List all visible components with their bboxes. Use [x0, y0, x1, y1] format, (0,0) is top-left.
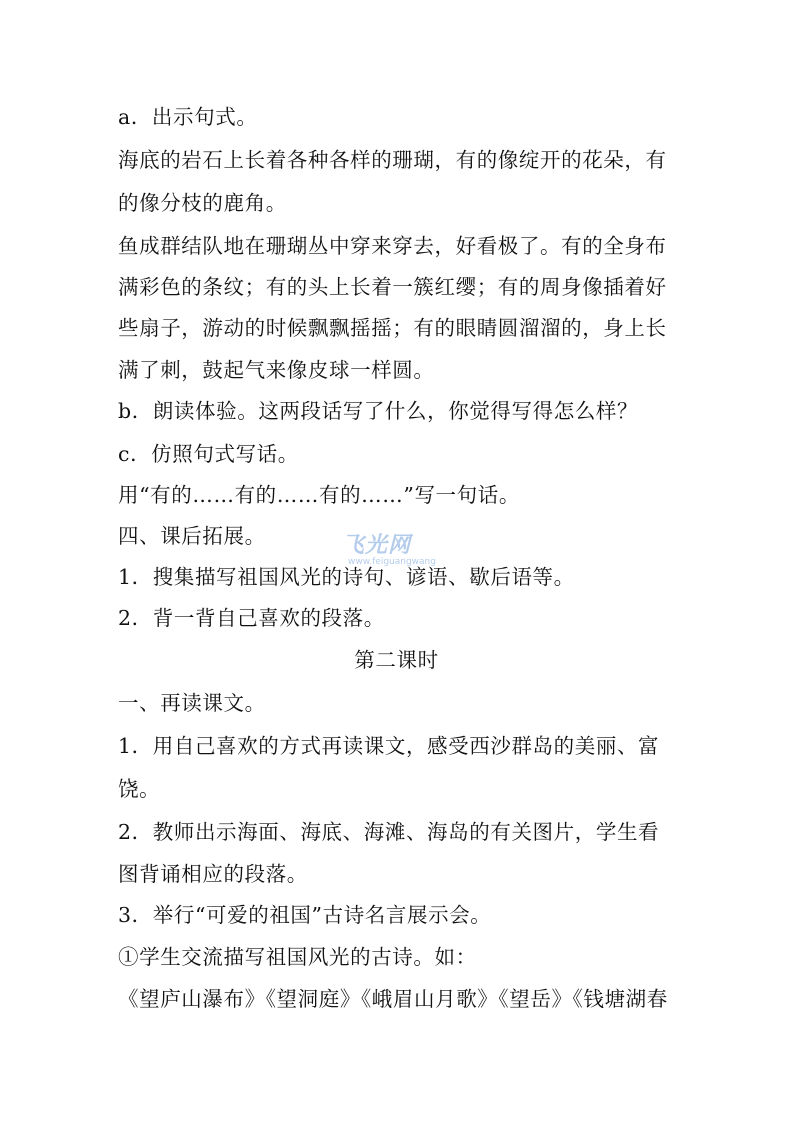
- text-line: 满彩色的条纹；有的头上长着一簇红缨；有的周身像插着好: [118, 275, 667, 299]
- text-line: b．朗读体验。这两段话写了什么，你觉得写得怎么样？: [118, 399, 639, 423]
- text-line: ①学生交流描写祖国风光的古诗。如：: [118, 945, 477, 969]
- text-line: 2．教师出示海面、海底、海滩、海岛的有关图片，学生看: [118, 820, 660, 844]
- watermark-logo-text: 飞光网: [342, 533, 412, 558]
- text-line: 用“有的……有的……有的……”写一句话。: [118, 483, 520, 507]
- text-line: 饶。: [118, 777, 161, 801]
- text-line: 图背诵相应的段落。: [118, 862, 308, 886]
- text-line: 鱼成群结队地在珊瑚丛中穿来穿去，好看极了。有的全身布: [118, 234, 667, 258]
- watermark-site-text: www.feiguangwang: [348, 557, 436, 567]
- text-line: 的像分枝的鹿角。: [118, 191, 287, 215]
- lesson-title: 第二课时: [354, 648, 439, 672]
- text-line: c．仿照句式写话。: [118, 442, 299, 466]
- text-line: 《望庐山瀑布》《望洞庭》《峨眉山月歌》《望岳》《钱塘湖春: [118, 987, 668, 1011]
- text-line: 些扇子，游动的时候飘飘摇摇；有的眼睛圆溜溜的，身上长: [118, 316, 667, 340]
- text-line: 满了刺，鼓起气来像皮球一样圆。: [118, 358, 435, 382]
- text-line: 3．举行“可爱的祖国”古诗名言展示会。: [118, 903, 492, 927]
- section-heading: 四、课后拓展。: [118, 524, 266, 548]
- text-line: 1．用自己喜欢的方式再读课文，感受西沙群岛的美丽、富: [118, 734, 660, 758]
- text-line: a．出示句式。: [118, 105, 258, 129]
- text-line: 2．背一背自己喜欢的段落。: [118, 606, 385, 630]
- section-heading: 一、再读课文。: [118, 691, 266, 715]
- text-line: 1．搜集描写祖国风光的诗句、谚语、歇后语等。: [118, 565, 575, 589]
- text-line: 海底的岩石上长着各种各样的珊瑚，有的像绽开的花朵，有: [118, 148, 667, 172]
